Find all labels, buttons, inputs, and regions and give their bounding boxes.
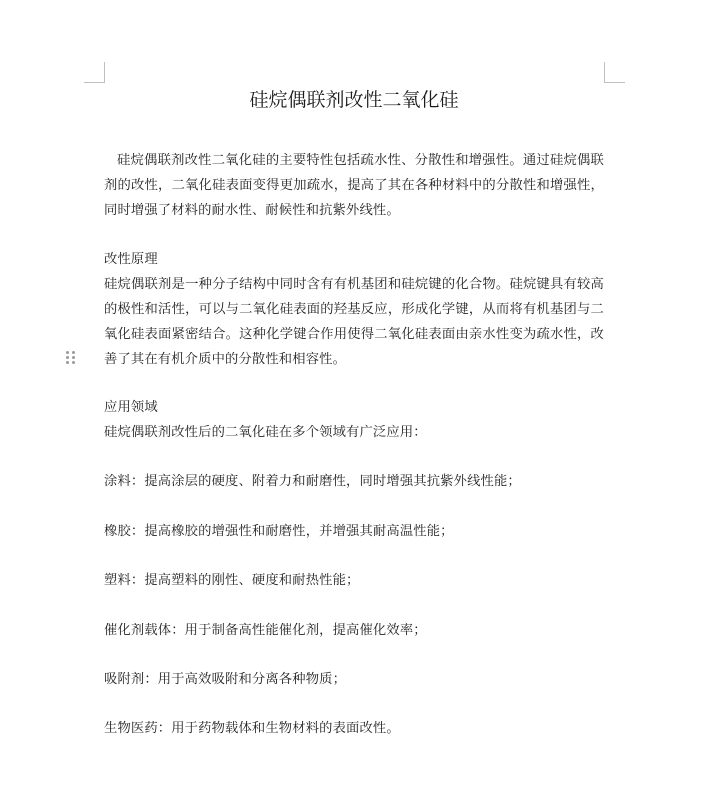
paragraph-drag-handle-icon[interactable] — [66, 351, 76, 365]
page-corner-mark-top-right — [604, 62, 625, 83]
handle-dot — [66, 351, 69, 354]
application-item-rubber[interactable]: 橡胶：提高橡胶的增强性和耐磨性，并增强其耐高温性能； — [104, 524, 454, 539]
handle-dot — [66, 361, 69, 364]
handle-dot — [72, 351, 75, 354]
application-item-coatings[interactable]: 涂料：提高涂层的硬度、附着力和耐磨性，同时增强其抗紫外线性能； — [104, 474, 521, 489]
page-corner-mark-top-left — [84, 62, 105, 83]
principle-paragraph[interactable]: 硅烷偶联剂是一种分子结构中同时含有有机基团和硅烷键的化合物。硅烷键具有较高的极性和活性，可以与二氧化硅表面的羟基反应，形成化学键，从而将有机基团与二氧化硅表面紧密结合。这种化学键合作用使得二氧化硅表面由亲水性变为疏水性，改善了其在有机介质中的分散性和相容性。 — [104, 277, 604, 367]
applications-heading[interactable]: 应用领域 — [104, 400, 158, 415]
handle-dot — [72, 356, 75, 359]
intro-paragraph[interactable]: 硅烷偶联剂改性二氧化硅的主要特性包括疏水性、分散性和增强性。通过硅烷偶联剂的改性，二氧化硅表面变得更加疏水，提高了其在各种材料中的分散性和增强性，同时增强了材料的耐水性、耐候性和抗紫外线性。 — [104, 153, 604, 218]
handle-dot — [66, 356, 69, 359]
application-item-adsorbent[interactable]: 吸附剂：用于高效吸附和分离各种物质； — [104, 672, 347, 687]
application-item-biomedicine[interactable]: 生物医药：用于药物载体和生物材料的表面改性。 — [104, 721, 400, 736]
document-title[interactable]: 硅烷偶联剂改性二氧化硅 — [249, 89, 459, 111]
principle-heading[interactable]: 改性原理 — [104, 252, 158, 267]
application-item-plastics[interactable]: 塑料：提高塑料的刚性、硬度和耐热性能； — [104, 573, 360, 588]
application-item-catalyst-support[interactable]: 催化剂载体：用于制备高性能催化剂，提高催化效率； — [104, 623, 427, 638]
handle-dot — [72, 361, 75, 364]
applications-intro[interactable]: 硅烷偶联剂改性后的二氧化硅在多个领域有广泛应用： — [104, 425, 427, 440]
